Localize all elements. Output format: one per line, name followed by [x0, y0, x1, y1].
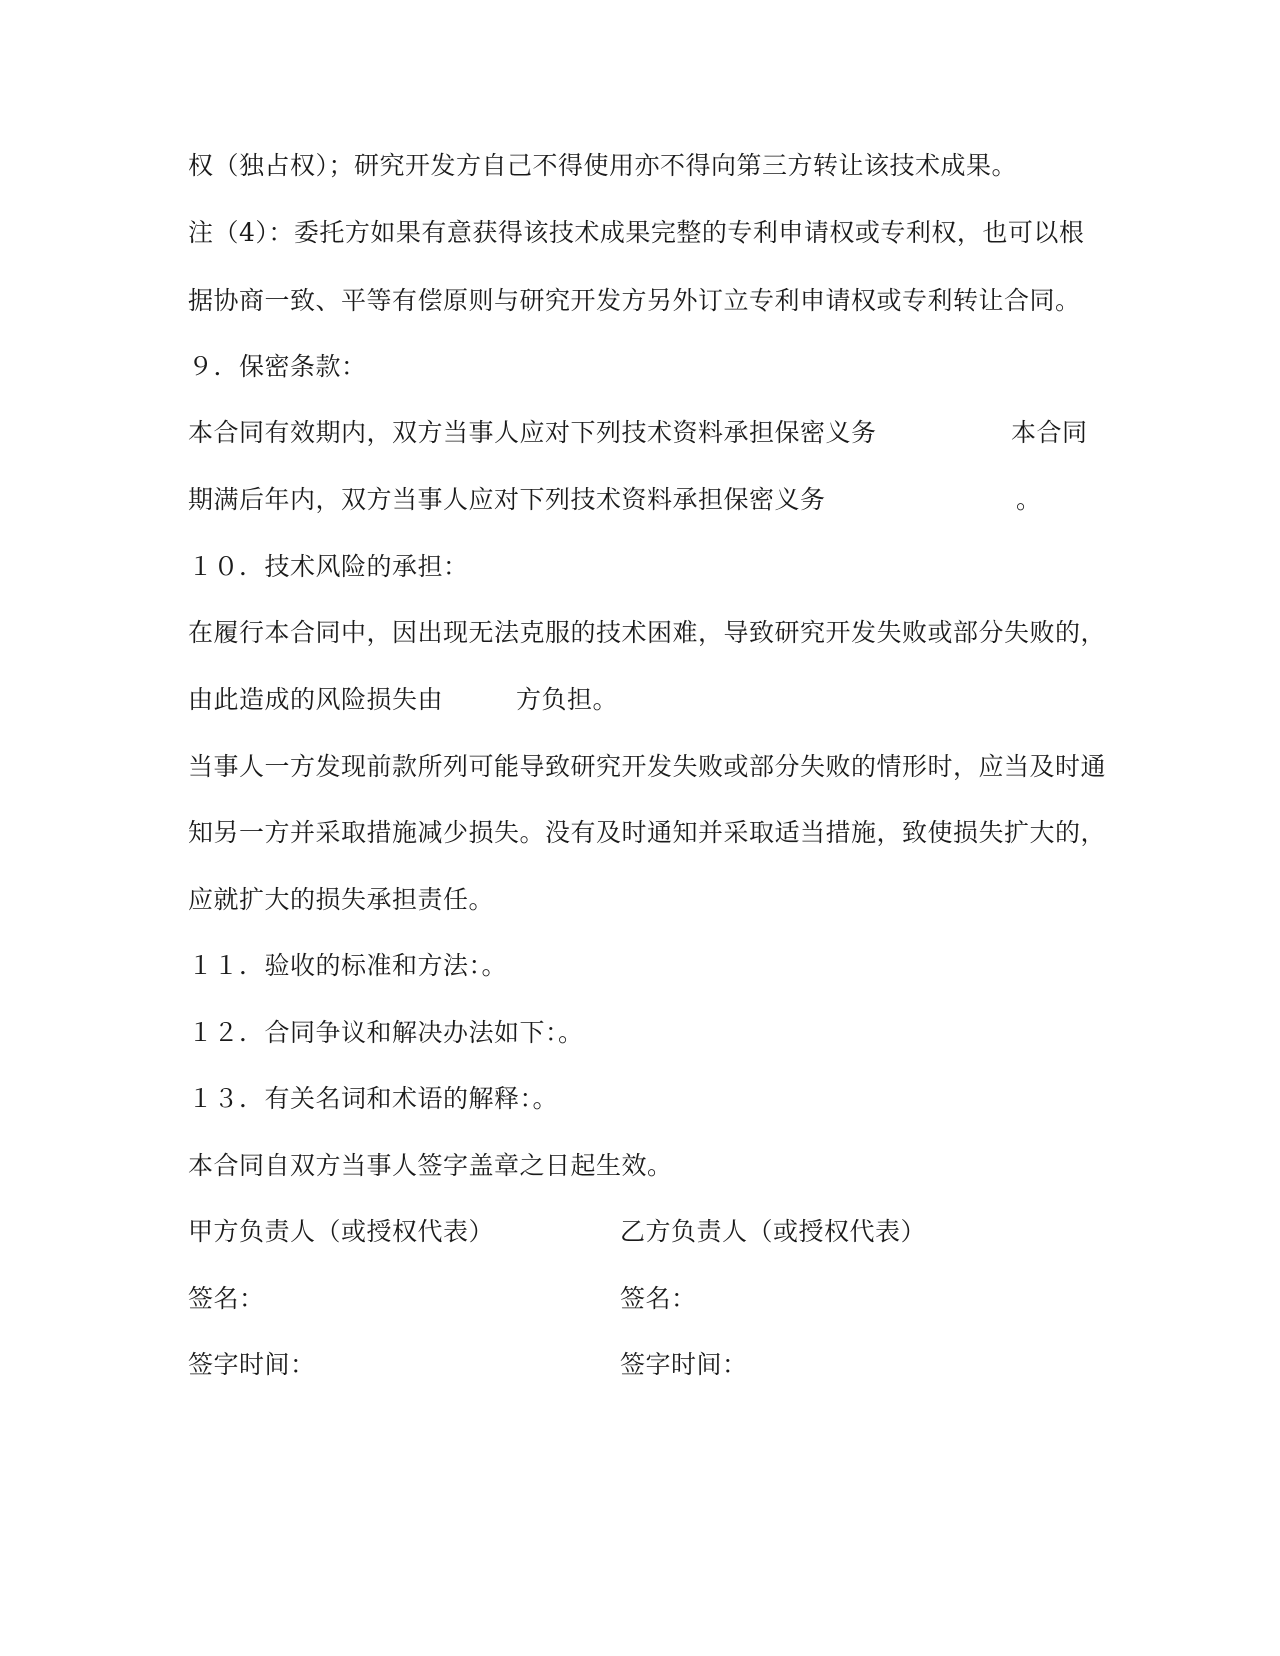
clause-12-heading: １２．合同争议和解决办法如下：。 [188, 1018, 584, 1047]
confidential-line-1-text: 本合同有效期内，双方当事人应对下列技术资料承担保密义务 [188, 418, 877, 447]
party-b-signature-label: 签名： [620, 1284, 697, 1313]
risk-line-tail: 方负担。 [516, 685, 619, 714]
notify-paragraph-line3: 应就扩大的损失承担责任。 [188, 885, 495, 914]
confidential-line-2-text: 期满后年内，双方当事人应对下列技术资料承担保密义务 [188, 485, 826, 514]
risk-paragraph-line1: 在履行本合同中，因出现无法克服的技术困难，导致研究开发失败或部分失败的， [188, 618, 1107, 647]
clause-10-heading: １０．技术风险的承担： [188, 552, 469, 581]
party-a-representative-title: 甲方负责人（或授权代表） [188, 1217, 495, 1246]
clause-11-heading: １１．验收的标准和方法：。 [188, 951, 508, 980]
notify-paragraph-line1: 当事人一方发现前款所列可能导致研究开发失败或部分失败的情形时，应当及时通 [188, 752, 1107, 781]
effective-clause: 本合同自双方当事人签字盖章之日起生效。 [188, 1151, 673, 1180]
confidential-line-2-tail: 。 [1016, 485, 1042, 514]
party-a-signature-label: 签名： [188, 1284, 265, 1313]
party-a-date-label: 签字时间： [188, 1350, 316, 1379]
confidential-line-1-tail: 本合同 [1011, 418, 1088, 447]
clause-13-heading: １３．有关名词和术语的解释：。 [188, 1084, 559, 1113]
notify-paragraph-line2: 知另一方并采取措施减少损失。没有及时通知并采取适当措施，致使损失扩大的， [188, 818, 1107, 847]
paragraph-exclusive-right: 权（独占权）；研究开发方自己不得使用亦不得向第三方转让该技术成果。 [188, 151, 1018, 180]
paragraph-note-4-line1: 注（4）：委托方如果有意获得该技术成果完整的专利申请权或专利权，也可以根 [188, 218, 1085, 247]
party-b-representative-title: 乙方负责人（或授权代表） [620, 1217, 927, 1246]
clause-9-heading: ９．保密条款： [188, 352, 367, 381]
paragraph-note-4-line2: 据协商一致、平等有偿原则与研究开发方另外订立专利申请权或专利转让合同。 [188, 286, 1081, 315]
risk-line-text: 由此造成的风险损失由 [188, 685, 444, 714]
party-b-date-label: 签字时间： [620, 1350, 748, 1379]
